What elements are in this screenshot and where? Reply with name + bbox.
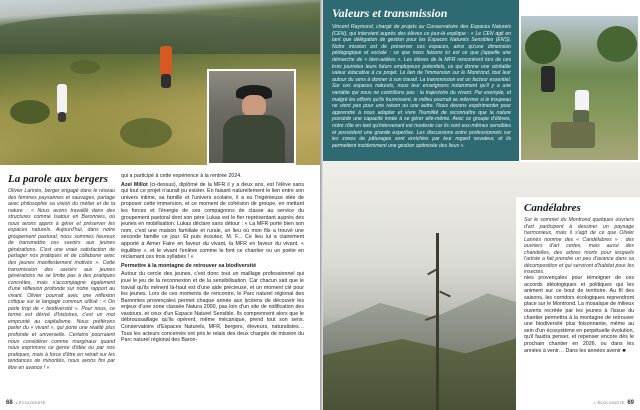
magazine-brand: L'ÉCOLOGISTE: [594, 401, 625, 405]
section-title-valeurs: Valeurs et transmission: [332, 6, 448, 20]
photo-worker-legs: [161, 74, 171, 88]
photo-student-crouched: [551, 122, 595, 148]
photo-bush: [70, 60, 100, 74]
photo-bush: [10, 100, 50, 124]
bergers-intro-text: Olivier Lannès, berger engagé dans le réseau des femmes paysannes et sauvages, partage avec philosophie sa vision du métier et de la nature : « Nous avons travaillé dans des structures comme Isatour en Baronnies, où nous avons appris à gérer et préserver les espaces naturels. Aujourd'hui, dans notre groupement pastoral, nous sommes heureux de transmettre ces savoirs aux jeunes générations. C'est une vraie satisfaction de partager nos pratiques et de collaborer avec des jeunes manifestement motivés ». Cette transmission des savoirs aux jeunes générations ne se limite pas à des pratiques concrètes, mais s'accompagne également d'une réflexion profonde sur notre rapport au vivant. Olivier pourrait avec une réflexion critique sur le langage commun utilisé : « On parle trop de « biodiversité ». Pour nous, ce terme est dérivé d'histoires, c'est un mot emprunté au capitalisme. Nous préférons parler du « vivant », qui porte une réalité plus profonde et universelle. Certains pourraient nous considérer comme marginaux quand nous exprimons ce genre d'idée ou par nos pratiques, mais à force d'être en retrait sur les tendances de minorités, nous avons fini par être en avance ! »: [8, 188, 115, 371]
photo-farmer-face: [242, 95, 266, 117]
section-title-candelabres: Candélabres: [524, 202, 581, 214]
candelabres-text: Sur le sommet du Montrond quelques ouvriers d'art participent à dessiner un paysage harmonieux, mais il s'agit de ce que Olivier Lannès nomme des « Candélabres » : des ouvriers d'art certes, mais aussi des chandelles, des arbres morts pour lesquels l'artiste a fait prendre un peu d'avance dans sa décomposition et qui serviront d'habitat pour les insectes.: [524, 217, 634, 276]
page-number: 69: [627, 400, 634, 406]
left-column-1: [8, 173, 115, 371]
left-column-2: [121, 173, 304, 346]
photo-student-figure: [541, 66, 555, 92]
valeurs-body-text: Vincent Raymond, chargé de projets au Conservatoire des Espaces Naturels (CEN), qui intervient auprès des élèves ce jour-là explique : « Le CEN agit en tant que délégation de gestion pour les Espaces Naturels Sensibles (ENS). Notre mission est de préserver ces espaces, ainsi qu'une dimension pédagogique et sociale : ce que nous faisons ici est ce que j'appelle une démarche de « bien-aidées ». Les élèves de la MFR rencontrent lors de ces trois journées leurs futurs employeurs potentiels, ce qui donne une véritable valeur éducative à ce projet. Le lien de l'immersion sur le Montrond, tout leur autour du sens à donner à son travail. La transmission est un facteur essentiel. Sur ces espaces naturels, nous leur enseignons notamment qu'il y a une variable qui nous ne contrôlons pas : la trajectoire du vivant. Par exemple, et malgré les efforts qu'ils fournissent, le milieu pourrait se refermer si le troupeau ne vient pas pour une raison ou une autre. Nous devons expérimenter pour apprendre à nous adapter et vivre l'humilité de reconnaître que la nature possède une capacité innée à se gérer elle-même. Avec ce groupe d'élèves, notre rôle en tant qu'intervenant est modeste car ils sont eux-mêmes sensibles et possèdent une grande expertise. Les discussions entre professionnels sur les zones de pâturages sont enrichies par leur regard novateur, et ils permettent incidemment une gestion optimisée des lieux ».: [332, 24, 511, 149]
candelabres-box: [524, 202, 634, 276]
photo-farmer-jacket: [223, 115, 285, 165]
paragraph: Autour du cercle des jeunes, c'est donc tout un maillage professionnel qui joue le jeu de la reconnexion et de la sensibilisation. Car chacun sait que le travail qu'ils mènent là-haut est d'une aide précieuse, et un moment clé pour les jeunes. Lors de ces moments de rencontre, le Parc naturel régional des Baronnies provençales permet chaque année aux lycéens de découvrir les enjeux d'une zone classée Natura 2000, pas loin d'un site de nidification des vautours, et ceux d'un Espace Naturel Sensible. Ils comprennent alors que le débroussaillage qu'ils opèrent, même mécanique, prend tout son sens. Conservatoire d'Espaces Naturels, MFR, bergers, éleveurs, naturalistes… Tous les acteurs concernés ont pris le relais des deux chargés de mission du Parc naturel régional des Baron-: [121, 271, 304, 344]
photo-dead-tree-trunk: [436, 233, 439, 410]
paragraph-text: (ci-dessus), diplômé de la MFR il y a deux ans, est l'élève sans qui tout ce projet n'aurait pu exister. En faisant naturellement le lien entre son univers intime, sa famille et l'univers scolaire, il a eu l'ingénieuse idée de proposer cette immersion, et ce moment de cohésion de groupe, en mettant les forces et l'énergie de ses compagnons de classe au service du groupement pastoral dont son père Lukas est le fier représentant auprès des jeunes en mobilisation. Lukas déclare sans détour : « La MFR porte bien son nom, c'est une maison familiale et rurale, un lieu où mon fils a trouvé une seconde famille ce jour. Et puis écoutez, M. F... Ce lieu lui a clairement apporté à Aimer Faire en faveur du vivant, la MFR en faveur du vivant, « équilibre », et le vivant l'enlève comme le font ce chantier ou un poète en réclamant ces trois syllabes ! »: [121, 181, 304, 261]
right-text-panel: [516, 197, 640, 410]
photo-students-field: [519, 14, 640, 162]
page-footer-right: [594, 400, 634, 406]
section-title-bergers: La parole aux bergers: [8, 173, 108, 185]
photo-bush: [120, 118, 172, 148]
subheading-biodiversite: Permettre à la montagne de retrouver sa biodiversité: [121, 262, 257, 269]
photo-worker-figure: [160, 46, 172, 76]
photo-farmer-portrait: [207, 69, 296, 165]
photo-tree: [597, 26, 637, 62]
magazine-brand: L'ÉCOLOGISTE: [15, 401, 46, 405]
photo-tree-branch: [439, 291, 451, 298]
page-footer-left: [6, 400, 46, 406]
photo-tree: [525, 30, 561, 64]
photo-student-figure: [575, 90, 589, 112]
paragraph: [121, 182, 304, 261]
sidebar-valeurs-transmission: [323, 0, 519, 161]
left-article-body: [8, 173, 304, 393]
photo-person-figure: [57, 84, 67, 114]
right-page: [323, 0, 640, 410]
person-name: Azel Millot: [121, 181, 148, 188]
paragraph: nies provençales pour témoigner de ces accords idéologiques et politiques qui les animent sur ce bout de territoire. Au fil des saisons, les corridors écologiques reprendront place sur le Montrond. La mosaïque de milieux ouverts recréée par les jeunes à l'issue du chantier permettra à la montagne de retrouver une biodiversité plus foisonnante, même au sein d'un écosystème en perpétuelle évolution, qu'il faudra penser, et repenser encore dès le prochain chantier en 2026, ou dans les années à venir… Dans les années avenir ■: [524, 275, 634, 354]
right-body-column: [524, 275, 634, 356]
paragraph: qui a participé à cette expérience à la rentrée 2024.: [121, 173, 242, 179]
photo-person-legs: [58, 112, 66, 122]
page-number: 68: [6, 400, 13, 406]
